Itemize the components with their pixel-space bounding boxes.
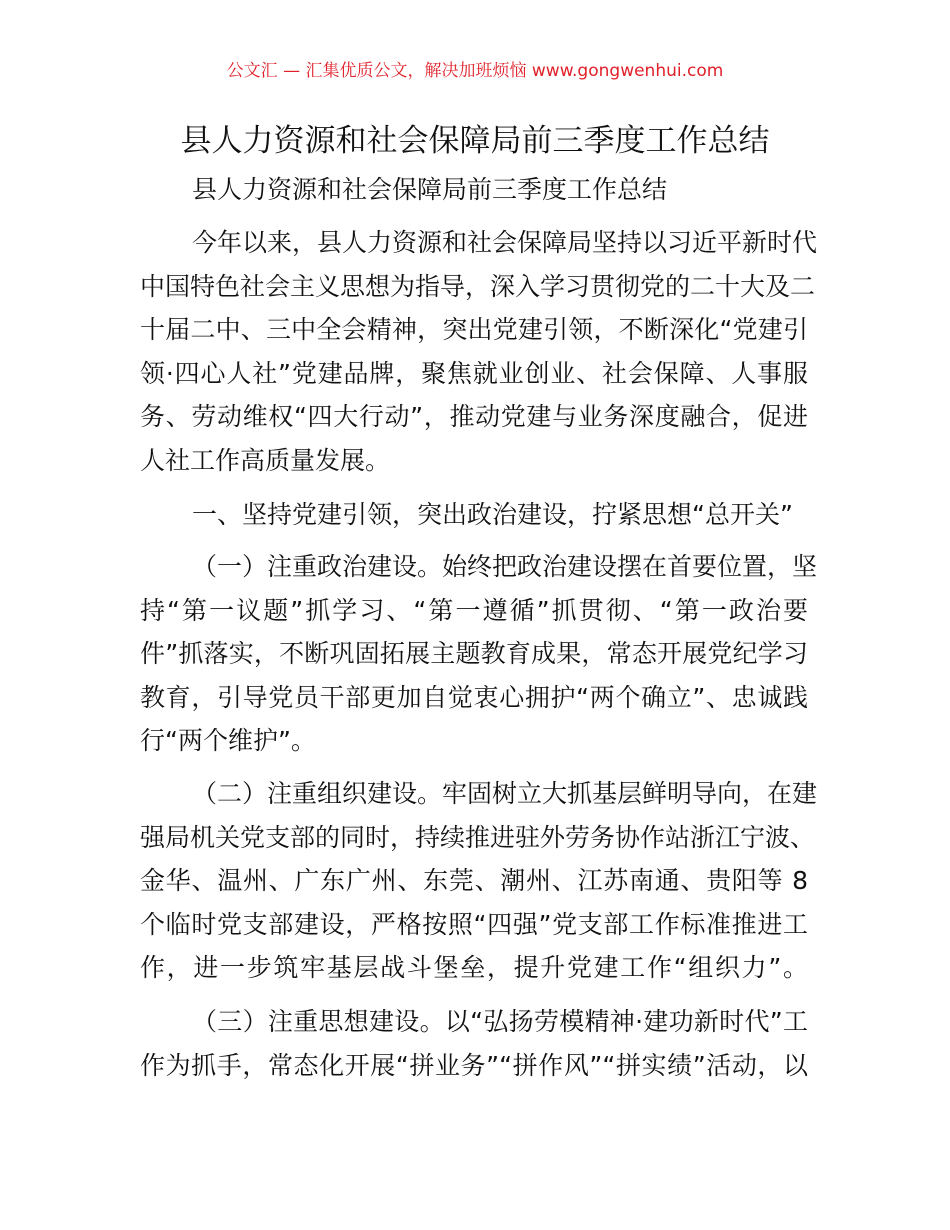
text-line: 县人力资源和社会保障局前三季度工作总结 bbox=[192, 175, 668, 204]
text-line: 持“第一议题”抓学习、“第一遵循”抓贯彻、“第一政治要 bbox=[140, 595, 808, 625]
section-heading bbox=[140, 493, 808, 537]
text-line: 务、劳动维权“四大行动”，推动党建与业务深度融合，促进 bbox=[140, 402, 808, 431]
text-line: 作，进一步筑牢基层战斗堡垒，提升党建工作“组织力”。 bbox=[140, 953, 808, 982]
text-line: （二）注重组织建设。牢固树立大抓基层鲜明导向，在建 bbox=[192, 779, 818, 808]
watermark-header: 公文汇 — 汇集优质公文，解决加班烦恼 www.gongwenhui.com bbox=[226, 61, 724, 81]
text-line: 今年以来，县人力资源和社会保障局坚持以习近平新时代 bbox=[192, 228, 818, 257]
subtitle bbox=[140, 168, 808, 212]
text-line: 件”抓落实，不断巩固拓展主题教育成果，常态开展党纪学习 bbox=[140, 639, 808, 668]
intro-paragraph bbox=[140, 221, 818, 482]
text-line: 十届二中、三中全会精神，突出党建引领，不断深化“党建引 bbox=[140, 315, 808, 344]
text-line: 一、坚持党建引领，突出政治建设，拧紧思想“总开关” bbox=[192, 500, 793, 529]
text-line: （一）注重政治建设。始终把政治建设摆在首要位置，坚 bbox=[192, 552, 818, 581]
text-line: 教育，引导党员干部更加自觉衷心拥护“两个确立”、忠诚践 bbox=[140, 682, 808, 712]
text-line: 人社工作高质量发展。 bbox=[140, 445, 391, 475]
document-title: 县人力资源和社会保障局前三季度工作总结 bbox=[180, 123, 770, 159]
paragraph-organization bbox=[140, 772, 818, 990]
paragraph-political bbox=[140, 545, 818, 763]
paragraph-ideology bbox=[140, 1000, 808, 1087]
text-line: 强局机关党支部的同时，持续推进驻外劳务协作站浙江宁波、 bbox=[140, 822, 816, 852]
text-line: 作为抓手，常态化开展“拼业务”“拼作风”“拼实绩”活动，以 bbox=[140, 1050, 808, 1080]
text-line: 中国特色社会主义思想为指导，深入学习贯彻党的二十大及二 bbox=[140, 271, 816, 301]
text-line: （三）注重思想建设。以“弘扬劳模精神·建功新时代”工 bbox=[192, 1007, 808, 1036]
text-line: 金华、温州、广东广州、东莞、潮州、江苏南通、贵阳等 8 bbox=[140, 866, 808, 895]
text-line: 领·四心人社”党建品牌，聚焦就业创业、社会保障、人事服 bbox=[140, 358, 808, 388]
text-line: 行“两个维护”。 bbox=[140, 726, 316, 755]
text-line: 个临时党支部建设，严格按照“四强”党支部工作标准推进工 bbox=[140, 909, 808, 939]
